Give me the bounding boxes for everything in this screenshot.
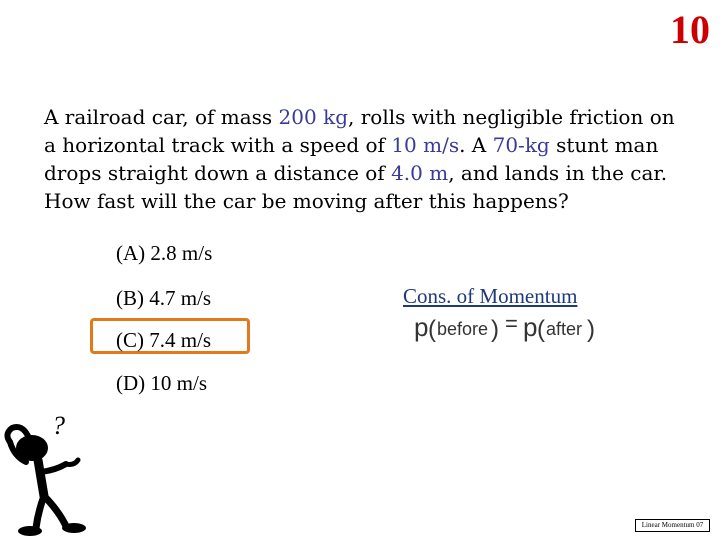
mass-value: 200 kg: [278, 105, 348, 129]
equation-paren: ): [491, 316, 499, 343]
drop-distance-value: 4.0 m: [391, 161, 449, 185]
answer-choice-b[interactable]: (B) 4.7 m/s: [116, 286, 212, 310]
equation-lhs-symbol: p: [414, 312, 429, 342]
question-text: [44, 103, 684, 215]
answer-choice-d[interactable]: (D) 10 m/s: [116, 371, 207, 395]
conservation-of-momentum-link[interactable]: Cons. of Momentum: [403, 284, 578, 308]
stunt-man-mass-value: 70-kg: [492, 133, 550, 157]
question-segment: , rolls with negligible friction on a horizontal track with a speed of: [44, 105, 675, 157]
momentum-equation: [412, 312, 612, 348]
answer-choice-c[interactable]: (C) 7.4 m/s: [116, 328, 212, 352]
question-segment: . A: [459, 133, 493, 157]
question-segment: , and lands in the car. How fast will the car be moving after this happens?: [44, 161, 668, 213]
equation-rhs-symbol: p: [523, 312, 538, 342]
answer-choice-a[interactable]: (A) 2.8 m/s: [116, 241, 213, 265]
question-segment: stunt man drops straight down a distance of: [44, 133, 659, 185]
question-segment: A railroad car, of mass: [44, 105, 279, 129]
svg-text:?: ?: [52, 411, 65, 440]
confused-stick-figure-icon: [0, 400, 120, 540]
equation-paren: (: [428, 316, 436, 343]
equation-paren: ): [587, 316, 595, 343]
equation-equals: =: [505, 312, 518, 336]
speed-value: 10 m/s: [391, 133, 460, 157]
equation-lhs-subscript: before: [437, 319, 489, 339]
footer-tag: Linear Momentum 07: [635, 519, 710, 532]
slide-number: 10: [670, 7, 710, 52]
equation-rhs-subscript: after: [546, 319, 583, 339]
equation-paren: (: [537, 316, 545, 343]
